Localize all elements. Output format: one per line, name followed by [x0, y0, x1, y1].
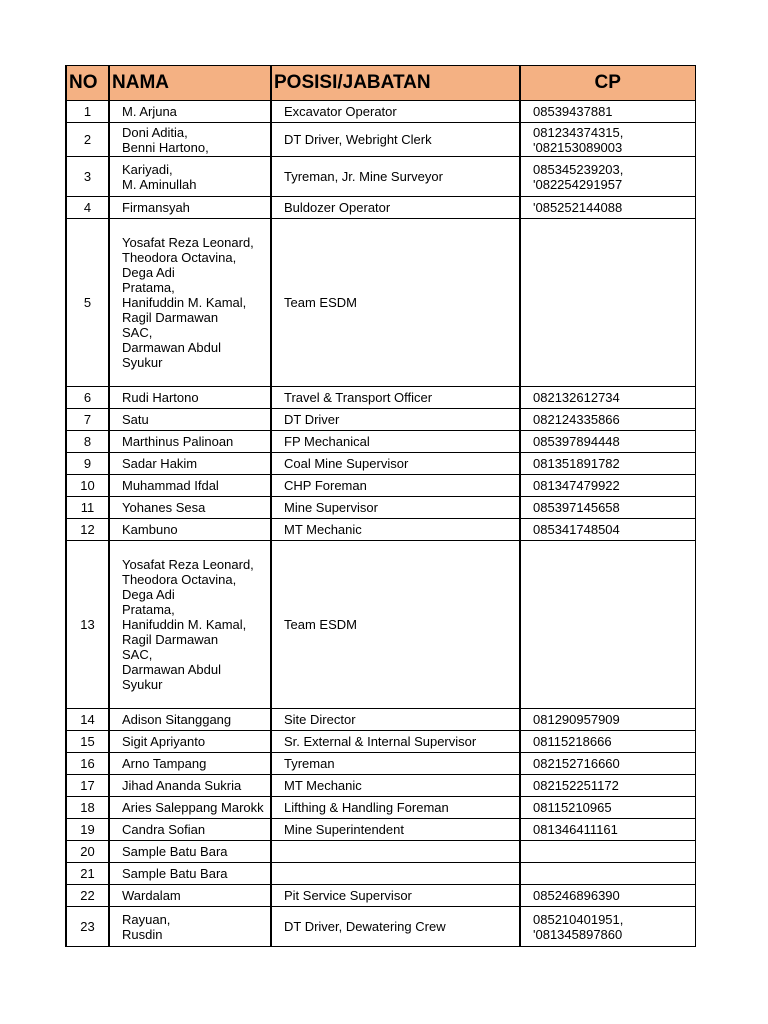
row-number: 14: [66, 709, 109, 731]
row-number: 21: [66, 863, 109, 885]
row-number: 8: [66, 431, 109, 453]
contact-cell: 08539437881: [520, 101, 695, 123]
table-row: [66, 431, 695, 453]
position-cell: MT Mechanic: [271, 775, 520, 797]
position-cell: [271, 841, 520, 863]
name-cell: Arno Tampang: [109, 753, 271, 775]
header-no: NO: [66, 66, 109, 101]
contact-cell: 081346411161: [520, 819, 695, 841]
position-cell: Coal Mine Supervisor: [271, 453, 520, 475]
contact-cell: '085252144088: [520, 197, 695, 219]
table-row: [66, 753, 695, 775]
row-number: 9: [66, 453, 109, 475]
name-cell: Adison Sitanggang: [109, 709, 271, 731]
name-cell: Rudi Hartono: [109, 387, 271, 409]
table-row: [66, 863, 695, 885]
contact-cell: 085210401951, '081345897860: [520, 907, 695, 947]
name-cell: Sadar Hakim: [109, 453, 271, 475]
table-row: [66, 409, 695, 431]
table-row: [66, 101, 695, 123]
name-cell: Jihad Ananda Sukria: [109, 775, 271, 797]
row-number: 12: [66, 519, 109, 541]
table-row: [66, 885, 695, 907]
header-cp: CP: [520, 66, 695, 101]
table-row: [66, 731, 695, 753]
position-cell: [271, 863, 520, 885]
table-row: [66, 219, 695, 387]
position-cell: Tyreman, Jr. Mine Surveyor: [271, 157, 520, 197]
row-number: 16: [66, 753, 109, 775]
contact-cell: [520, 863, 695, 885]
row-number: 19: [66, 819, 109, 841]
contact-cell: 082132612734: [520, 387, 695, 409]
table-row: [66, 497, 695, 519]
name-cell: Sample Batu Bara: [109, 863, 271, 885]
contact-cell: 082124335866: [520, 409, 695, 431]
contact-cell: 081234374315, '082153089003: [520, 123, 695, 157]
header-row: [66, 66, 695, 101]
position-cell: Travel & Transport Officer: [271, 387, 520, 409]
name-cell: Satu: [109, 409, 271, 431]
position-cell: Mine Supervisor: [271, 497, 520, 519]
table-row: [66, 819, 695, 841]
position-cell: DT Driver, Webright Clerk: [271, 123, 520, 157]
contact-cell: 08115210965: [520, 797, 695, 819]
contact-cell: 085246896390: [520, 885, 695, 907]
row-number: 2: [66, 123, 109, 157]
contact-cell: 081347479922: [520, 475, 695, 497]
position-cell: MT Mechanic: [271, 519, 520, 541]
row-number: 22: [66, 885, 109, 907]
row-number: 5: [66, 219, 109, 387]
position-cell: Lifthing & Handling Foreman: [271, 797, 520, 819]
position-cell: Tyreman: [271, 753, 520, 775]
name-cell: Candra Sofian: [109, 819, 271, 841]
position-cell: DT Driver, Dewatering Crew: [271, 907, 520, 947]
table-row: [66, 197, 695, 219]
position-cell: Mine Superintendent: [271, 819, 520, 841]
row-number: 1: [66, 101, 109, 123]
position-cell: Sr. External & Internal Supervisor: [271, 731, 520, 753]
table-row: [66, 387, 695, 409]
name-cell: Yosafat Reza Leonard, Theodora Octavina, Dega Adi Pratama, Hanifuddin M. Kamal, Ragil Darmawan SAC, Darmawan Abdul Syukur: [109, 541, 271, 709]
name-cell: Kariyadi, M. Aminullah: [109, 157, 271, 197]
position-cell: Pit Service Supervisor: [271, 885, 520, 907]
table-row: [66, 123, 695, 157]
table-row: [66, 907, 695, 947]
name-cell: M. Arjuna: [109, 101, 271, 123]
contact-table: [65, 65, 696, 947]
contact-cell: 085341748504: [520, 519, 695, 541]
position-cell: Team ESDM: [271, 541, 520, 709]
contact-cell: [520, 541, 695, 709]
position-cell: CHP Foreman: [271, 475, 520, 497]
name-cell: Kambuno: [109, 519, 271, 541]
contact-cell: 08115218666: [520, 731, 695, 753]
position-cell: DT Driver: [271, 409, 520, 431]
row-number: 7: [66, 409, 109, 431]
row-number: 13: [66, 541, 109, 709]
table-row: [66, 475, 695, 497]
name-cell: Yohanes Sesa: [109, 497, 271, 519]
table-row: [66, 453, 695, 475]
contact-cell: 085345239203, '082254291957: [520, 157, 695, 197]
header-posisi: POSISI/JABATAN: [271, 66, 520, 101]
name-cell: Wardalam: [109, 885, 271, 907]
position-cell: FP Mechanical: [271, 431, 520, 453]
name-cell: Sigit Apriyanto: [109, 731, 271, 753]
contact-cell: [520, 219, 695, 387]
row-number: 18: [66, 797, 109, 819]
name-cell: Marthinus Palinoan: [109, 431, 271, 453]
contact-cell: 081351891782: [520, 453, 695, 475]
name-cell: Aries Saleppang Marokk: [109, 797, 271, 819]
header-nama: NAMA: [109, 66, 271, 101]
contact-cell: 082152251172: [520, 775, 695, 797]
name-cell: Firmansyah: [109, 197, 271, 219]
contact-cell: 085397894448: [520, 431, 695, 453]
contact-cell: 085397145658: [520, 497, 695, 519]
table-row: [66, 709, 695, 731]
name-cell: Doni Aditia, Benni Hartono,: [109, 123, 271, 157]
row-number: 6: [66, 387, 109, 409]
row-number: 10: [66, 475, 109, 497]
table-row: [66, 157, 695, 197]
name-cell: Muhammad Ifdal: [109, 475, 271, 497]
table-row: [66, 775, 695, 797]
row-number: 23: [66, 907, 109, 947]
name-cell: Rayuan, Rusdin: [109, 907, 271, 947]
contact-cell: 081290957909: [520, 709, 695, 731]
row-number: 3: [66, 157, 109, 197]
position-cell: Team ESDM: [271, 219, 520, 387]
name-cell: Sample Batu Bara: [109, 841, 271, 863]
row-number: 15: [66, 731, 109, 753]
contact-cell: [520, 841, 695, 863]
table-row: [66, 541, 695, 709]
position-cell: Excavator Operator: [271, 101, 520, 123]
row-number: 11: [66, 497, 109, 519]
table-row: [66, 519, 695, 541]
row-number: 4: [66, 197, 109, 219]
table-row: [66, 841, 695, 863]
position-cell: Buldozer Operator: [271, 197, 520, 219]
row-number: 17: [66, 775, 109, 797]
contact-cell: 082152716660: [520, 753, 695, 775]
row-number: 20: [66, 841, 109, 863]
position-cell: Site Director: [271, 709, 520, 731]
table-row: [66, 797, 695, 819]
name-cell: Yosafat Reza Leonard, Theodora Octavina, Dega Adi Pratama, Hanifuddin M. Kamal, Ragil Darmawan SAC, Darmawan Abdul Syukur: [109, 219, 271, 387]
